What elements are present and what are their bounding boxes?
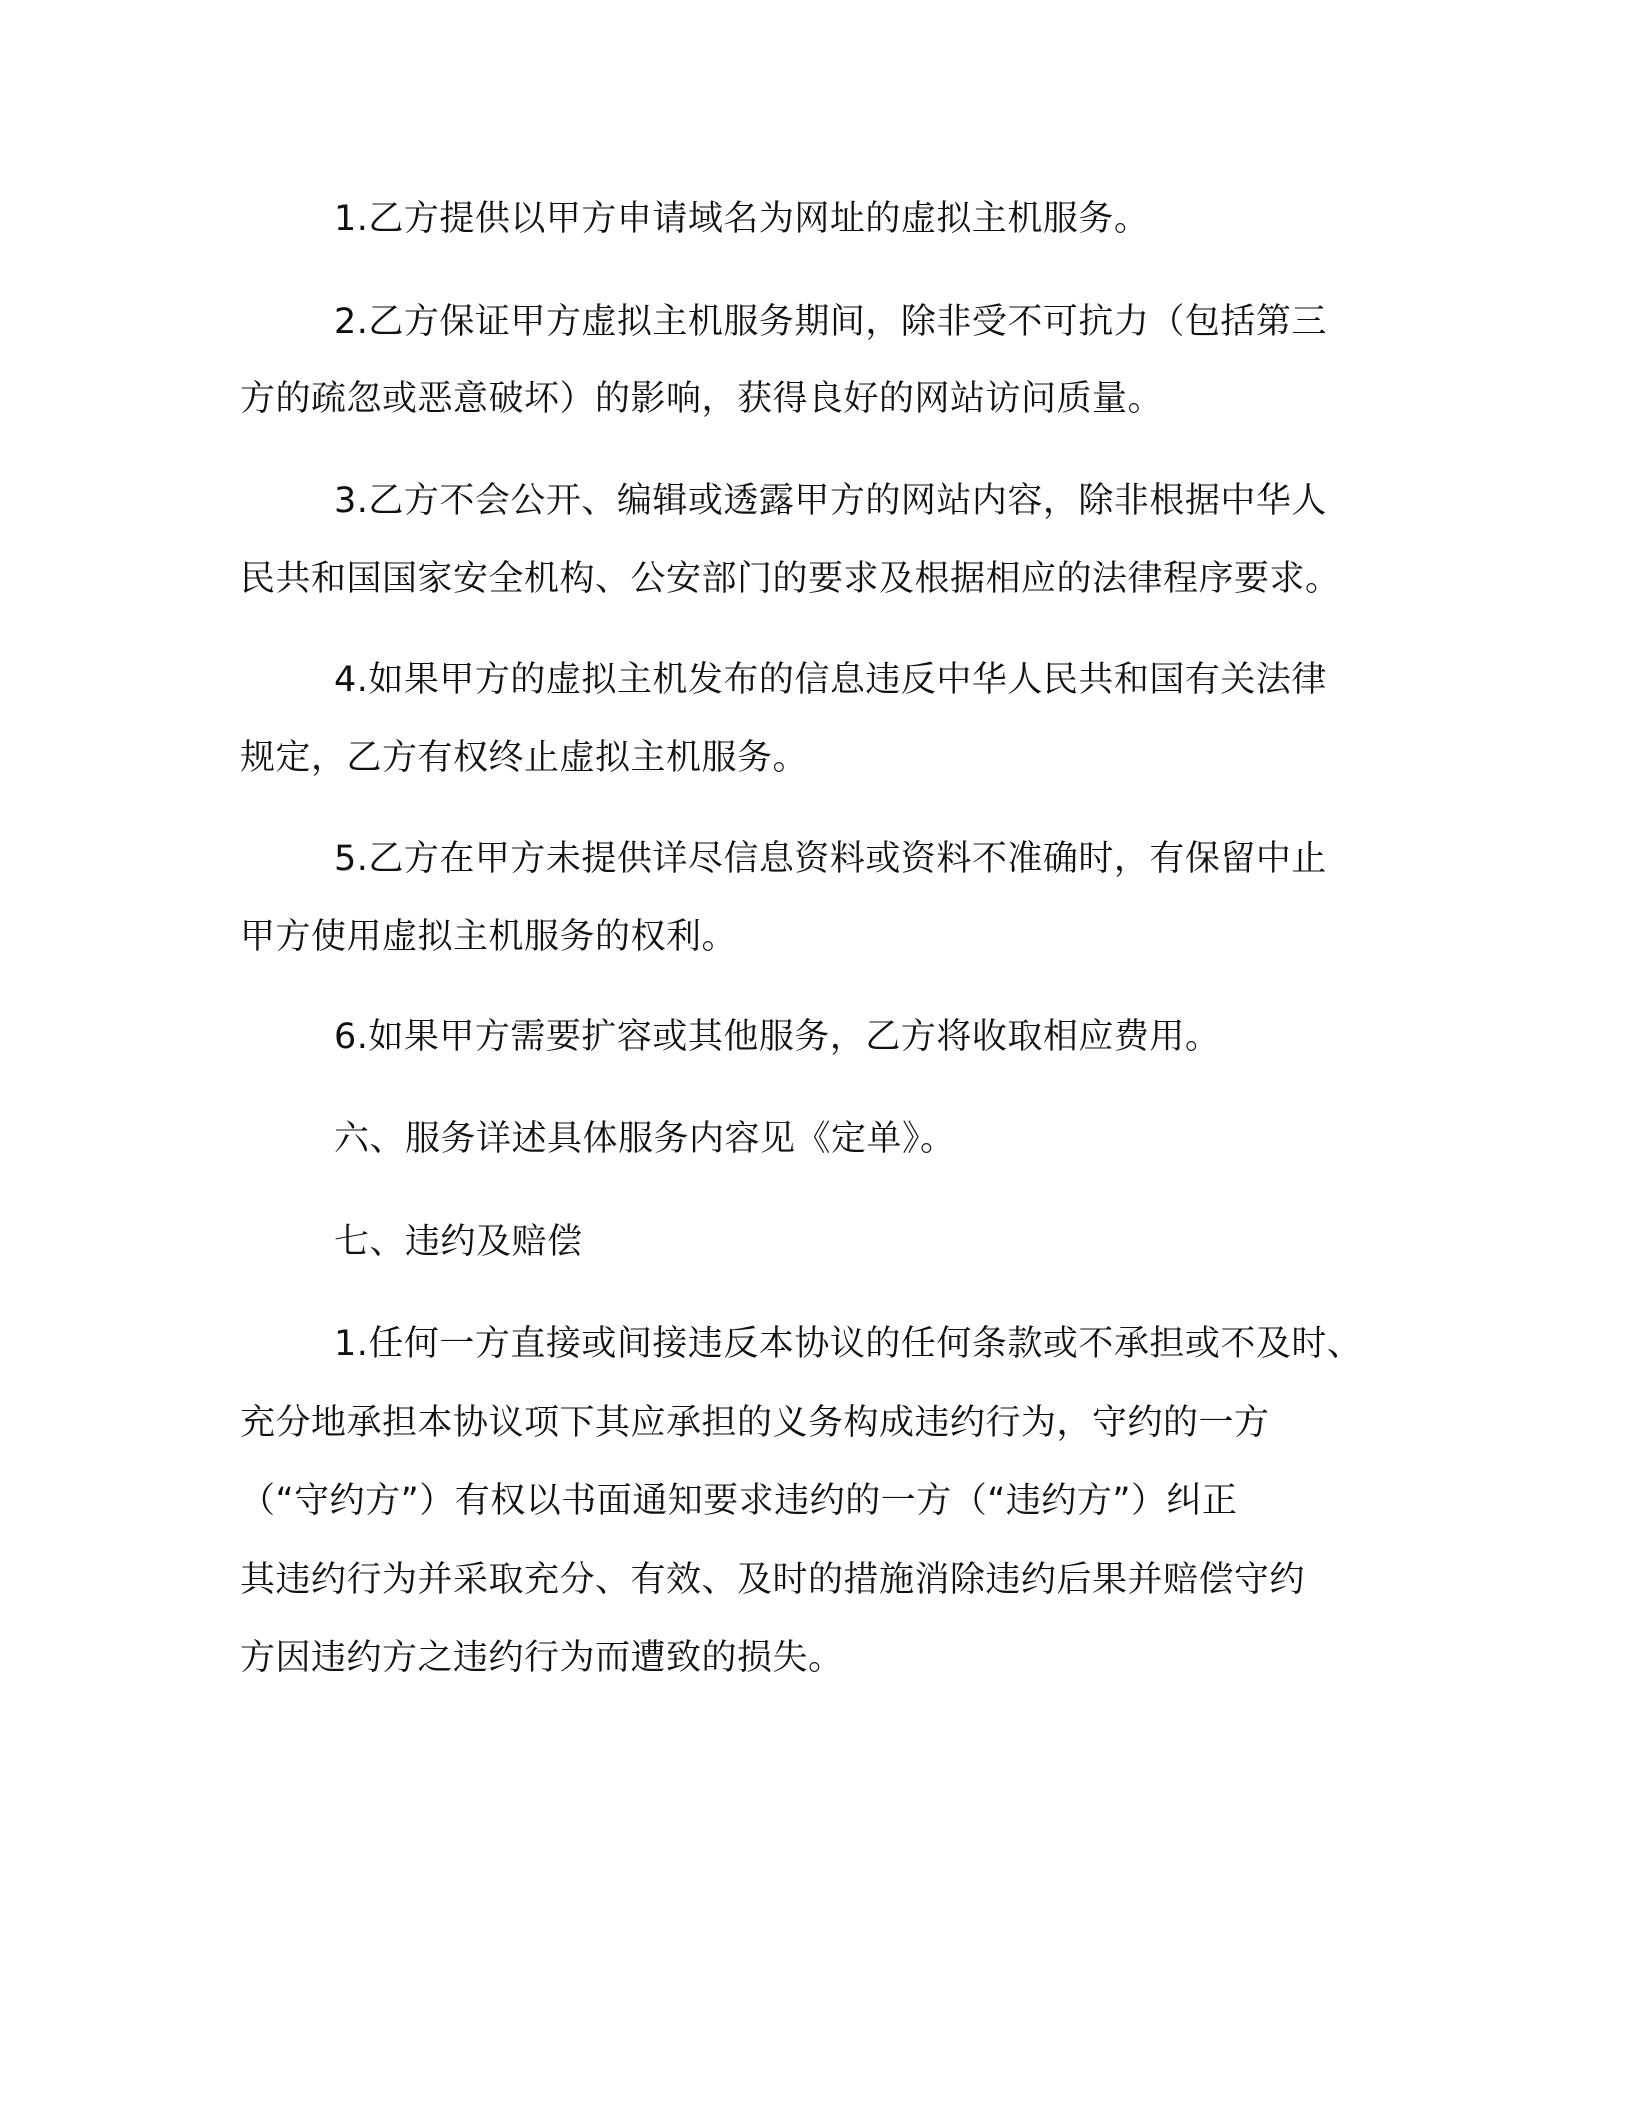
clause-5-1-line-1: 1.乙方提供以甲方申请域名为网址的虚拟主机服务。: [334, 199, 1150, 239]
clause-5-3-line-2: 民共和国国家安全机构、公安部门的要求及根据相应的法律程序要求。: [240, 559, 1341, 599]
clause-5-5-line-2: 甲方使用虚拟主机服务的权利。: [240, 917, 738, 957]
section-7-heading: 七、违约及赔偿: [334, 1222, 583, 1262]
clause-5-2-line-2: 方的疏忽或恶意破坏）的影响，获得良好的网站访问质量。: [240, 379, 1164, 419]
clause-5-6-line-1: 6.如果甲方需要扩容或其他服务，乙方将收取相应费用。: [334, 1017, 1221, 1057]
clause-5-5-line-1: 5.乙方在甲方未提供详尽信息资料或资料不准确时，有保留中止: [334, 839, 1327, 879]
clause-5-4-line-1: 4.如果甲方的虚拟主机发布的信息违反中华人民共和国有关法律: [334, 660, 1327, 700]
clause-5-2-line-1: 2.乙方保证甲方虚拟主机服务期间，除非受不可抗力（包括第三: [334, 302, 1327, 342]
clause-7-1-line-1: 1.任何一方直接或间接违反本协议的任何条款或不承担或不及时、: [334, 1324, 1363, 1364]
clause-7-1-line-3: （“守约方”）有权以书面通知要求违约的一方（“违约方”）纠正: [240, 1481, 1238, 1521]
section-6-heading: 六、服务详述具体服务内容见《定单》。: [334, 1119, 956, 1159]
clause-5-3-line-1: 3.乙方不会公开、编辑或透露甲方的网站内容，除非根据中华人: [334, 481, 1327, 521]
clause-7-1-line-5: 方因违约方之违约行为而遭致的损失。: [240, 1638, 844, 1678]
clause-5-4-line-2: 规定，乙方有权终止虚拟主机服务。: [240, 738, 809, 778]
clause-7-1-line-4: 其违约行为并采取充分、有效、及时的措施消除违约后果并赔偿守约: [240, 1560, 1306, 1600]
clause-7-1-line-2: 充分地承担本协议项下其应承担的义务构成违约行为，守约的一方: [240, 1403, 1270, 1443]
